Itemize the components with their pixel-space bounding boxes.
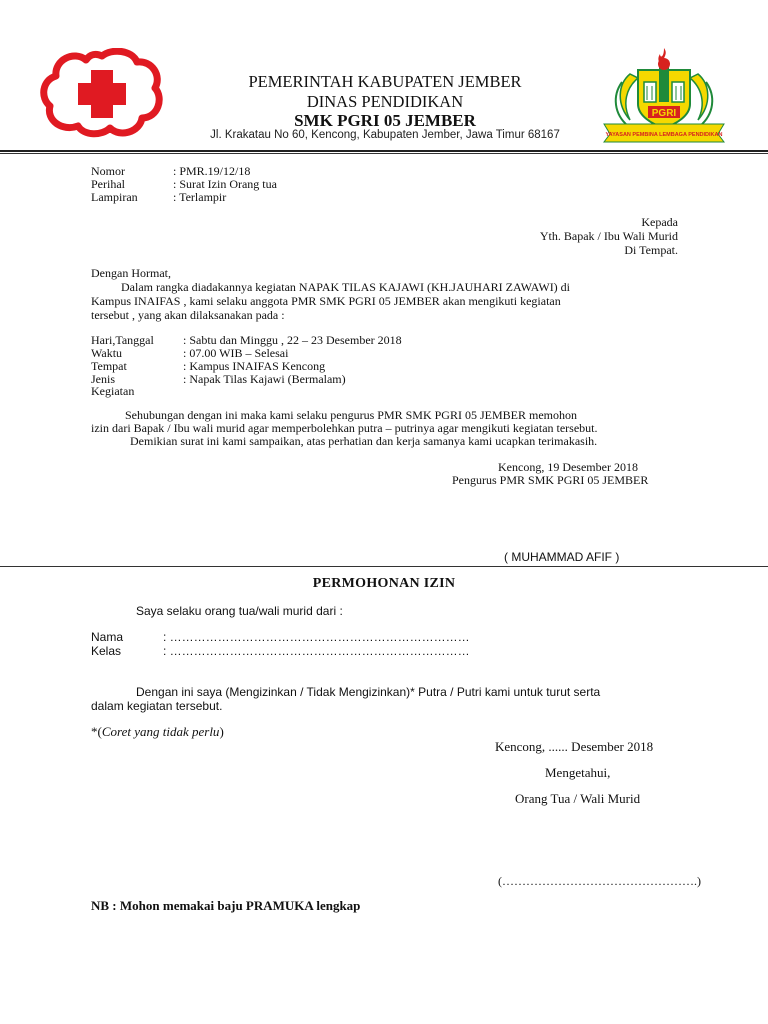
permit-title: PERMOHONAN IZIN (312, 576, 456, 591)
meta-label-nomor: Nomor (91, 164, 125, 178)
meta-label-perihal: Perihal (91, 177, 125, 191)
permit-signer-role: Orang Tua / Wali Murid (515, 791, 641, 806)
meta-label-lampiran: Lampiran (91, 190, 138, 204)
field-value-class[interactable]: : ………………………………………………………………… (163, 644, 470, 658)
detail-label-place: Tempat (91, 359, 127, 373)
field-value-name[interactable]: : ………………………………………………………………… (163, 630, 470, 644)
header-line-2: DINAS PENDIDIKAN (306, 92, 464, 111)
header-address: Jl. Krakatau No 60, Kencong, Kabupaten Jember, Jawa Timur 68167 (210, 129, 560, 141)
pgri-logo-text: PGRI (651, 108, 677, 119)
permit-intro: Saya selaku orang tua/wali murid dari : (136, 604, 343, 618)
detail-label-time: Waktu (91, 346, 123, 360)
paragraph-1-line-1: Dalam rangka diadakannya kegiatan NAPAK TILAS KAJAWI (KH.JAUHARI ZAWAWI) di (121, 280, 571, 294)
red-cross-logo-icon (40, 48, 165, 138)
detail-value-type: : Napak Tilas Kajawi (Bermalam) (183, 372, 346, 386)
header-line-3: SMK PGRI 05 JEMBER (294, 111, 476, 130)
detail-label-date: Hari,Tanggal (91, 333, 154, 347)
header-divider-thin (0, 153, 768, 154)
strike-note: *(Coret yang tidak perlu) (91, 724, 224, 739)
permit-statement-line-2: dalam kegiatan tersebut. (91, 699, 223, 713)
greeting: Dengan Hormat, (91, 266, 171, 280)
permit-statement-line-1: Dengan ini saya (Mengizinkan / Tidak Mengizinkan)* Putra / Putri kami untuk turut serta (136, 685, 601, 699)
detail-label-activity: Kegiatan (91, 384, 135, 398)
permit-place-date: Kencong, ...... Desember 2018 (495, 739, 654, 754)
sender-name: ( MUHAMMAD AFIF ) (504, 550, 620, 564)
header-divider-thick (0, 150, 768, 152)
meta-value-lampiran: : Terlampir (173, 190, 227, 204)
field-label-class: Kelas (91, 644, 122, 658)
recipient-line-3: Di Tempat. (624, 243, 678, 257)
permit-signature-blank[interactable]: (………………………………………….) (498, 874, 701, 888)
pgri-logo-ribbon-text: YAYASAN PEMBINA LEMBAGA PENDIDIKAN (605, 132, 723, 138)
detail-value-date: : Sabtu dan Minggu , 22 – 23 Desember 2018 (183, 333, 402, 347)
detail-value-time: : 07.00 WIB – Selesai (183, 346, 289, 360)
section-divider (0, 566, 768, 567)
pgri-logo-icon (600, 44, 728, 144)
recipient-line-1: Kepada (641, 215, 678, 229)
paragraph-2-line-2: izin dari Bapak / Ibu wali murid agar memperbolehkan putra – putrinya agar mengikuti kegiatan tersebut. (91, 421, 598, 435)
nb-note: NB : Mohon memakai baju PRAMUKA lengkap (91, 898, 361, 913)
paragraph-1-line-3: tersebut , yang akan dilaksanakan pada : (91, 308, 285, 322)
sender-place-date: Kencong, 19 Desember 2018 (498, 460, 638, 474)
field-label-name: Nama (91, 630, 124, 644)
meta-value-perihal: : Surat Izin Orang tua (173, 177, 277, 191)
detail-label-type: Jenis (91, 372, 115, 386)
meta-value-nomor: : PMR.19/12/18 (173, 164, 251, 178)
paragraph-3: Demikian surat ini kami sampaikan, atas perhatian dan kerja samanya kami ucapkan terimakasih. (130, 434, 598, 448)
header-line-1: PEMERINTAH KABUPATEN JEMBER (248, 72, 522, 91)
permit-acknowledge: Mengetahui, (545, 765, 611, 780)
detail-value-place: : Kampus INAIFAS Kencong (183, 359, 326, 373)
sender-role: Pengurus PMR SMK PGRI 05 JEMBER (452, 473, 649, 487)
recipient-line-2: Yth. Bapak / Ibu Wali Murid (539, 229, 678, 243)
paragraph-2-line-1: Sehubungan dengan ini maka kami selaku pengurus PMR SMK PGRI 05 JEMBER memohon (125, 408, 577, 422)
paragraph-1-line-2: Kampus INAIFAS , kami selaku anggota PMR SMK PGRI 05 JEMBER akan mengikuti kegiatan (91, 294, 561, 308)
